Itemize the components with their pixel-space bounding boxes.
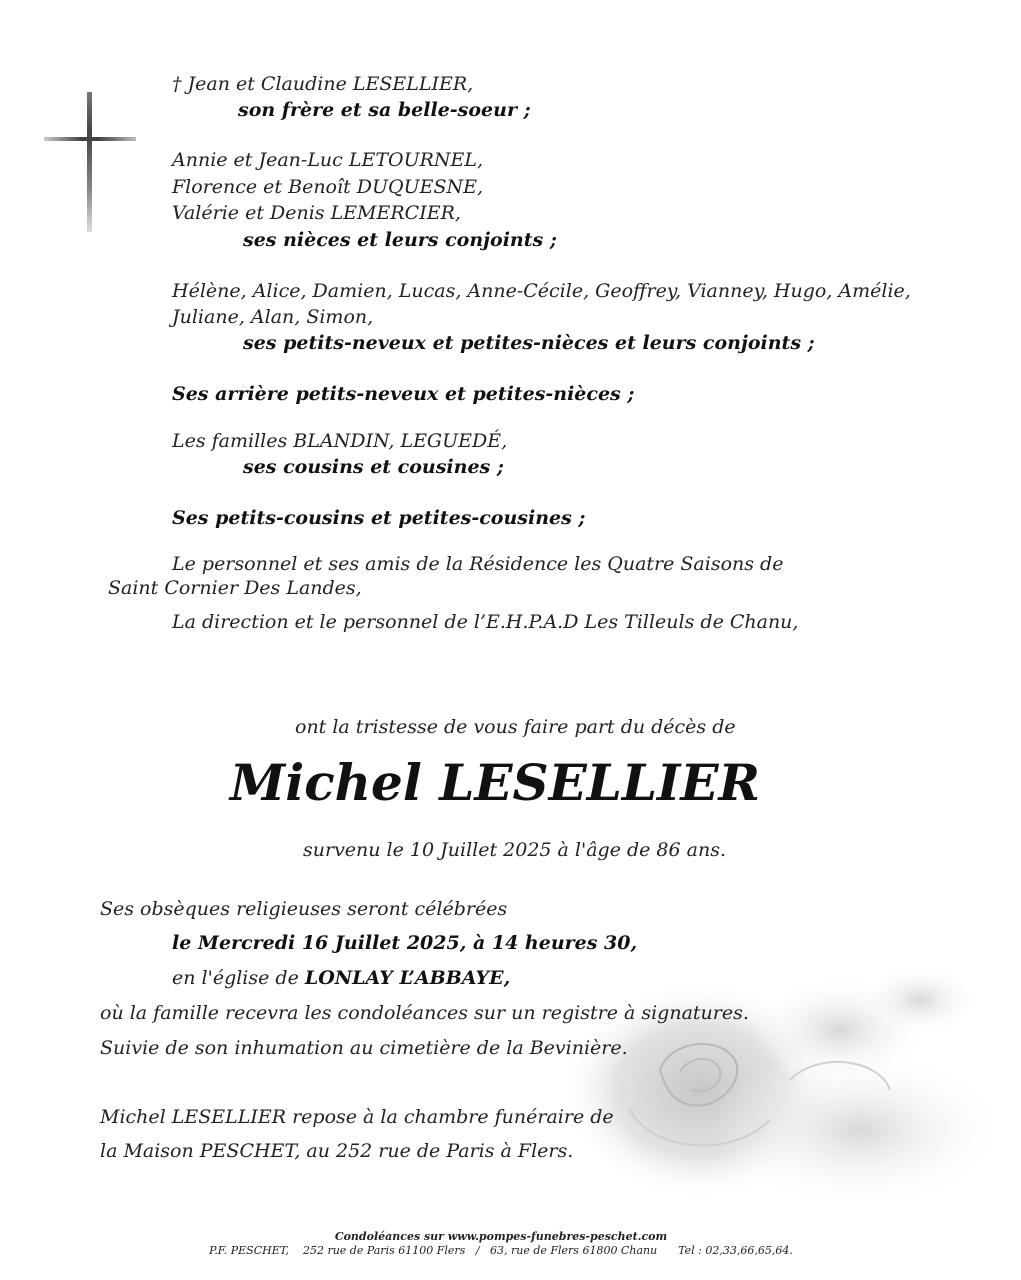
footer-separator: / [475, 1244, 480, 1257]
funeral-location [172, 966, 510, 990]
announcement-intro: ont la tristesse de vous faire part du décès de [295, 716, 736, 738]
family-line-16: La direction et le personnel de l’E.H.P.A.D Les Tilleuls de Chanu, [172, 611, 799, 633]
family-relation-2: ses nièces et leurs conjoints ; [243, 229, 557, 251]
deceased-name: Michel LESELLIER [229, 753, 761, 812]
footer-address-2: 63, rue de Flers 61800 Chanu [490, 1244, 658, 1257]
rose-image [560, 960, 1000, 1220]
family-line-11: Les familles BLANDIN, LEGUEDÉ, [172, 430, 508, 452]
funeral-date: le Mercredi 16 Juillet 2025, à 14 heures 30, [172, 932, 638, 954]
death-info: survenu le 10 Juillet 2025 à l'âge de 86 ans. [303, 839, 726, 861]
family-line-14: Le personnel et ses amis de la Résidence les Quatre Saisons de [172, 553, 784, 575]
footer-phone: Tel : 02,33,66,65,64. [678, 1244, 793, 1257]
family-line-7: Hélène, Alice, Damien, Lucas, Anne-Cécile, Geoffrey, Vianney, Hugo, Amélie, [172, 280, 911, 302]
family-relation-6: Ses petits-cousins et petites-cousines ; [172, 507, 586, 529]
family-relation-4: Ses arrière petits-neveux et petites-nièces ; [172, 383, 635, 405]
footer-address-1: 252 rue de Paris 61100 Flers [302, 1244, 466, 1257]
funeral-line-4: où la famille recevra les condoléances sur un registre à signatures. [100, 1002, 749, 1024]
family-line-3: Annie et Jean-Luc LETOURNEL, [172, 149, 484, 171]
family-line-15: Saint Cornier Des Landes, [108, 577, 362, 599]
family-line-5: Valérie et Denis LEMERCIER, [172, 202, 461, 224]
funeral-line-5: Suivie de son inhumation au cimetière de la Bevinière. [100, 1037, 628, 1059]
funeral-location-prefix: en l'église de [172, 967, 305, 989]
family-relation-3: ses petits-neveux et petites-nièces et leurs conjoints ; [243, 332, 815, 354]
family-line-8: Juliane, Alan, Simon, [172, 306, 374, 328]
footer-contact [0, 1243, 1002, 1258]
family-relation-5: ses cousins et cousines ; [243, 456, 504, 478]
funeral-line-7: la Maison PESCHET, au 252 rue de Paris à Flers. [100, 1140, 574, 1162]
funeral-place: LONLAY L’ABBAYE, [304, 967, 511, 989]
funeral-line-1: Ses obsèques religieuses seront célébrées [100, 898, 508, 920]
family-line-4: Florence et Benoît DUQUESNE, [172, 176, 483, 198]
footer-condolences: Condoléances sur www.pompes-funebres-peschet.com [334, 1230, 668, 1243]
footer-company: P.F. PESCHET, [209, 1244, 289, 1257]
family-line-1: † Jean et Claudine LESELLIER, [172, 73, 474, 95]
family-relation-1: son frère et sa belle-soeur ; [238, 99, 531, 121]
funeral-line-6: Michel LESELLIER repose à la chambre funéraire de [100, 1106, 614, 1128]
